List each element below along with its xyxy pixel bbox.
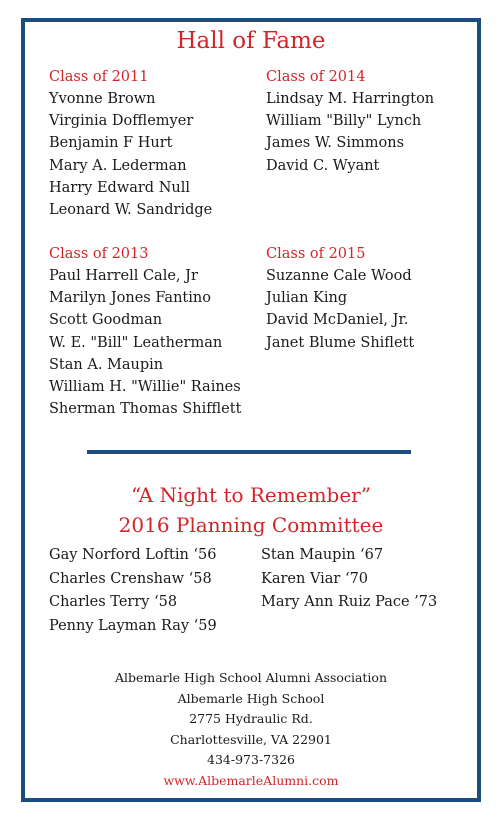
class-heading: Class of 2013 <box>49 246 149 262</box>
committee-member: Mary Ann Ruiz Pace ’73 <box>261 594 438 610</box>
committee-right-column <box>261 544 437 615</box>
class-section <box>49 243 241 420</box>
inductee-name: William H. "Willie" Raines <box>49 379 241 396</box>
inductee-name: Virginia Dofflemyer <box>49 113 194 130</box>
inductee-name: Julian King <box>266 290 348 307</box>
inductee-name: Leonard W. Sandridge <box>49 202 213 219</box>
inductee-name: W. E. "Bill" Leatherman <box>49 334 223 351</box>
street-address: 2775 Hydraulic Rd. <box>189 711 313 726</box>
class-heading: Class of 2014 <box>266 69 366 85</box>
inductee-name: David C. Wyant <box>266 157 380 174</box>
class-section <box>49 66 212 221</box>
inductee-name: Marilyn Jones Fantino <box>49 290 211 307</box>
website-link[interactable]: www.AlbemarleAlumni.com <box>163 772 339 788</box>
inductee-name: Janet Blume Shiflett <box>266 334 415 351</box>
section-divider <box>87 450 411 454</box>
inductee-name: James W. Simmons <box>266 135 405 152</box>
hall-of-fame-card <box>21 18 481 802</box>
committee-member: Charles Terry ‘58 <box>49 594 178 610</box>
class-heading: Class of 2011 <box>49 69 149 85</box>
inductee-name: Benjamin F Hurt <box>49 135 173 152</box>
inductee-name: Suzanne Cale Wood <box>266 268 412 284</box>
class-section <box>266 243 414 354</box>
inductee-name: Lindsay M. Harrington <box>266 91 435 107</box>
committee-member: Charles Crenshaw ‘58 <box>49 570 212 587</box>
class-section <box>266 66 434 177</box>
committee-member: Gay Norford Loftin ‘56 <box>49 547 217 563</box>
page-title: Hall of Fame <box>176 28 326 54</box>
event-title: “A Night to Remember” <box>131 483 371 507</box>
inductee-name: Harry Edward Null <box>49 179 190 196</box>
inductee-name: Yvonne Brown <box>49 91 156 107</box>
inductee-name: Mary A. Lederman <box>49 157 187 174</box>
committee-left-column <box>49 544 217 638</box>
committee-member: Karen Viar ‘70 <box>261 570 369 587</box>
inductee-name: William "Billy" Lynch <box>266 113 422 130</box>
committee-member: Stan Maupin ‘67 <box>261 547 384 563</box>
inductee-name: Stan A. Maupin <box>49 356 164 373</box>
phone-number: 434-973-7326 <box>207 752 295 767</box>
city-state-zip: Charlottesville, VA 22901 <box>170 731 332 747</box>
committee-member: Penny Layman Ray ‘59 <box>49 617 217 634</box>
inductee-name: Scott Goodman <box>49 312 163 329</box>
class-heading: Class of 2015 <box>266 246 366 262</box>
inductee-name: David McDaniel, Jr. <box>266 312 409 329</box>
committee-title: 2016 Planning Committee <box>118 513 384 537</box>
org-name: Albemarle High School Alumni Association <box>114 670 387 685</box>
school-name: Albemarle High School <box>177 690 325 706</box>
inductee-name: Paul Harrell Cale, Jr <box>49 268 198 284</box>
inductee-name: Sherman Thomas Shifflett <box>49 401 242 418</box>
contact-footer <box>25 668 477 791</box>
